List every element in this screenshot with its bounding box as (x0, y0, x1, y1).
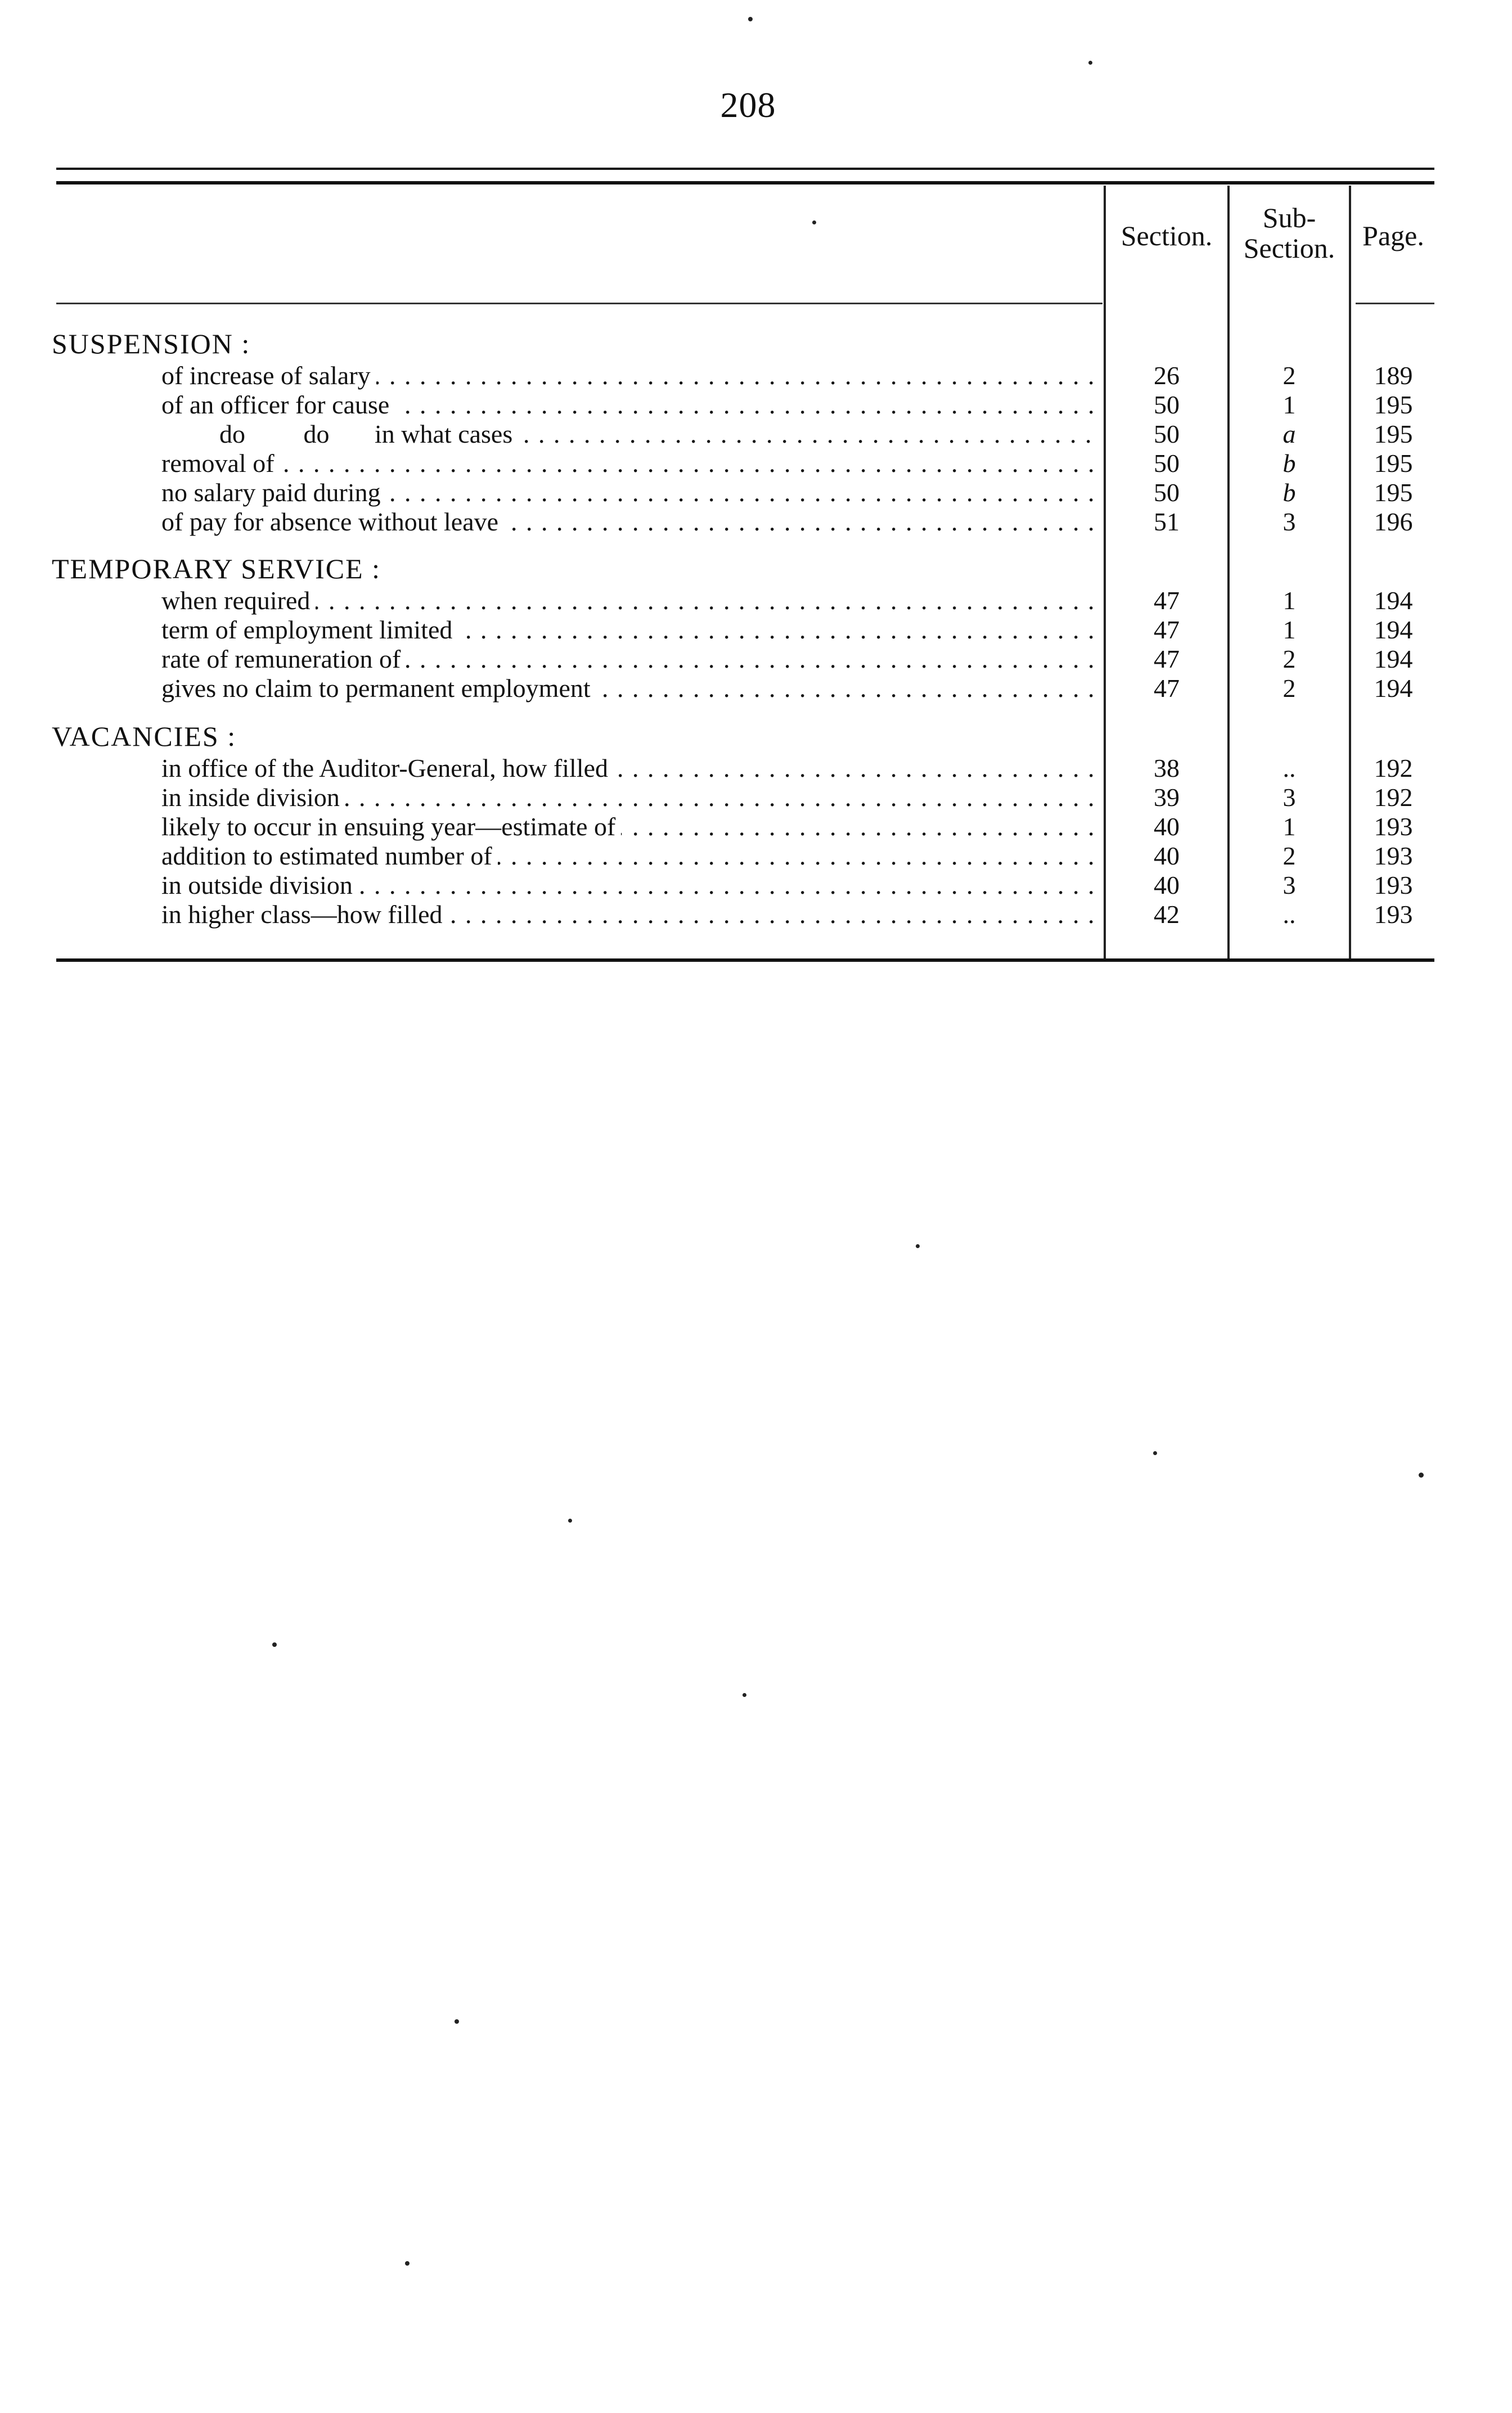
scan-speck (742, 1693, 746, 1697)
row-subsection: 1 (1282, 390, 1296, 419)
row-page: 193 (1374, 900, 1413, 929)
row-entry-text: in inside division (161, 783, 345, 812)
scan-speck (748, 17, 753, 21)
row-entry-text: do do in what cases (219, 420, 518, 448)
row-entry-text: gives no claim to permanent employment (161, 674, 596, 703)
row-page: 192 (1374, 783, 1413, 812)
table-row (0, 586, 1512, 615)
row-page: 195 (1374, 390, 1413, 419)
row-entry-text: likely to occur in ensuing year—estimate of (161, 812, 621, 841)
row-subsection: 1 (1282, 615, 1296, 644)
row-entry (161, 586, 1096, 615)
scan-speck (1153, 1451, 1157, 1455)
header-rule-left (56, 303, 1102, 304)
row-section: 47 (1154, 586, 1180, 615)
row-entry (161, 754, 1096, 783)
column-header-subsection: Sub- Section. (1243, 202, 1335, 264)
table-row (0, 812, 1512, 841)
row-entry (161, 478, 1096, 507)
row-page: 195 (1374, 478, 1413, 507)
row-entry-text: of increase of salary (161, 361, 376, 390)
row-page: 193 (1374, 871, 1413, 899)
scan-speck (568, 1519, 572, 1523)
row-section: 40 (1154, 871, 1180, 899)
top-rule-thin (56, 168, 1434, 170)
table-row (0, 645, 1512, 674)
row-entry (161, 674, 1096, 703)
row-section: 50 (1154, 420, 1180, 448)
table-row (0, 478, 1512, 507)
row-entry (161, 361, 1096, 390)
row-section: 40 (1154, 812, 1180, 841)
header-rule-right (1356, 303, 1434, 304)
row-section: 38 (1154, 754, 1180, 782)
row-section: 50 (1154, 478, 1180, 507)
row-section: 51 (1154, 507, 1180, 536)
row-entry (161, 507, 1096, 537)
row-entry (161, 783, 1096, 812)
row-section: 47 (1154, 615, 1180, 644)
row-entry-text: in outside division (161, 871, 358, 899)
group-title-vacancies: VACANCIES : (52, 721, 237, 752)
scan-speck (1088, 61, 1092, 65)
row-section: 39 (1154, 783, 1180, 812)
scan-speck (405, 2261, 410, 2266)
row-subsection: b (1282, 478, 1296, 507)
row-entry-text: when required (161, 586, 316, 615)
table-row (0, 900, 1512, 929)
row-page: 189 (1374, 361, 1413, 390)
column-header-page: Page. (1362, 220, 1424, 251)
row-page: 194 (1374, 615, 1413, 644)
row-entry (161, 900, 1096, 929)
row-page: 193 (1374, 812, 1413, 841)
row-section: 47 (1154, 674, 1180, 703)
row-entry-text: no salary paid during (161, 478, 386, 507)
table-row (0, 361, 1512, 390)
row-subsection: b (1282, 449, 1296, 478)
row-entry (161, 390, 1096, 420)
row-section: 40 (1154, 841, 1180, 870)
row-subsection: 3 (1282, 871, 1296, 899)
row-subsection: 3 (1282, 783, 1296, 812)
table-row (0, 754, 1512, 783)
row-subsection: 1 (1282, 812, 1296, 841)
row-entry (161, 615, 1096, 645)
row-entry (161, 871, 1096, 900)
row-entry (161, 645, 1096, 674)
row-subsection: 2 (1282, 674, 1296, 703)
table-row (0, 841, 1512, 871)
row-entry (161, 841, 1096, 871)
row-page: 194 (1374, 674, 1413, 703)
row-page: 194 (1374, 645, 1413, 673)
scan-speck (454, 2019, 459, 2024)
table-row (0, 615, 1512, 645)
row-section: 50 (1154, 390, 1180, 419)
row-entry (219, 420, 1096, 449)
scan-speck (1419, 1473, 1424, 1478)
row-subsection: 2 (1282, 645, 1296, 673)
row-section: 42 (1154, 900, 1180, 929)
row-entry (161, 812, 1096, 841)
row-subsection: 1 (1282, 586, 1296, 615)
table-row (0, 449, 1512, 478)
group-title-temporary-service: TEMPORARY SERVICE : (52, 553, 381, 584)
row-entry-text: rate of remuneration of (161, 645, 406, 673)
row-subsection: 2 (1282, 361, 1296, 390)
row-section: 26 (1154, 361, 1180, 390)
table-row (0, 420, 1512, 449)
table-row (0, 390, 1512, 420)
row-page: 195 (1374, 420, 1413, 448)
row-section: 50 (1154, 449, 1180, 478)
scan-speck (272, 1642, 277, 1647)
row-entry-text: in higher class—how filled (161, 900, 448, 929)
row-entry-text: in office of the Auditor-General, how filled (161, 754, 614, 782)
table-row (0, 674, 1512, 703)
row-entry (161, 449, 1096, 478)
row-entry-text: removal of (161, 449, 280, 478)
column-header-section: Section. (1120, 220, 1213, 251)
row-page: 192 (1374, 754, 1413, 782)
table-row (0, 871, 1512, 900)
page-number: 208 (720, 85, 776, 125)
row-subsection: .. (1282, 900, 1296, 929)
row-section: 47 (1154, 645, 1180, 673)
table-row (0, 783, 1512, 812)
row-entry-text: addition to estimated number of (161, 841, 498, 870)
row-entry-text: term of employment limited (161, 615, 458, 644)
row-page: 196 (1374, 507, 1413, 536)
row-entry-text: of an officer for cause (161, 390, 395, 419)
row-subsection: a (1282, 420, 1296, 448)
scan-speck (916, 1244, 920, 1248)
row-subsection: 2 (1282, 841, 1296, 870)
top-rule-thick (56, 181, 1434, 184)
row-page: 195 (1374, 449, 1413, 478)
table-row (0, 507, 1512, 537)
row-page: 193 (1374, 841, 1413, 870)
row-page: 194 (1374, 586, 1413, 615)
scan-speck (812, 220, 816, 224)
bottom-rule (56, 958, 1434, 962)
row-subsection: 3 (1282, 507, 1296, 536)
row-subsection: .. (1282, 754, 1296, 782)
group-title-suspension: SUSPENSION : (52, 328, 251, 359)
row-entry-text: of pay for absence without leave (161, 507, 504, 536)
